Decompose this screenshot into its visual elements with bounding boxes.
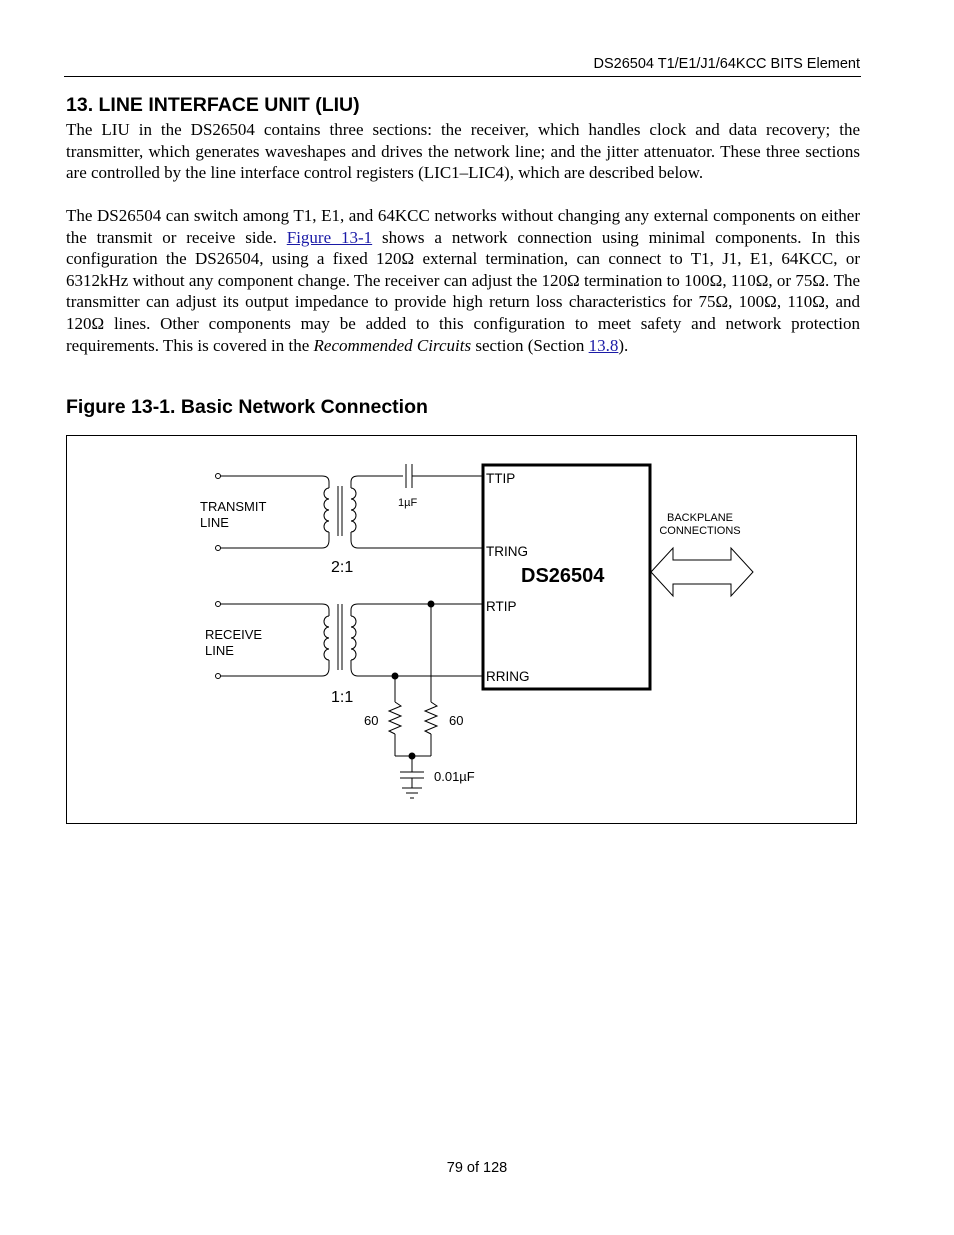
circuit-diagram xyxy=(67,436,856,823)
figure-13-1-link[interactable]: Figure 13-1 xyxy=(286,227,373,247)
gnd-capacitor-label: 0.01µF xyxy=(434,769,475,784)
rx-ratio-label: 1:1 xyxy=(331,689,354,706)
header-rule xyxy=(64,76,861,77)
paragraph-text: The DS26504 can switch among T1, E1, and 64KCC networks without changing any external components on either the transmit or receive side. xyxy=(66,206,860,247)
backplane-label-2: CONNECTIONS xyxy=(659,525,741,537)
paragraph-liu-overview: The LIU in the DS26504 contains three sections: the receiver, which handles clock and data recovery; the transmitter, which generates waveshapes and drives the network line; and the jitter attenuator. These three sections are controlled by the line interface control registers (LIC1–LIC4), which are described below. xyxy=(66,120,860,183)
transmit-line-label-1: TRANSMIT xyxy=(200,499,267,514)
backplane-arrow-icon xyxy=(651,548,753,596)
receive-line-label-2: LINE xyxy=(205,643,234,658)
document-header-title: DS26504 T1/E1/J1/64KCC BITS Element xyxy=(593,56,860,72)
section-title: 13. LINE INTERFACE UNIT (LIU) xyxy=(66,94,360,116)
paragraph-text: section (Section xyxy=(471,335,589,355)
paragraph-text: shows a network connection using minimal components. In this configuration the DS26504, using a fixed 120Ω external termination, can connect to T1, J1, E1, 64KCC, or 6312kHz without any component change. The receiver can adjust the 120Ω termination to 100Ω, 110Ω, or 75Ω. The transmitter can adjust its output impedance to provide high return loss characteristics for 75Ω, 100Ω, 110Ω, and 120Ω lines. Other components may be added to this configuration to meet safety and network protection requirements. This is covered in the xyxy=(66,227,860,355)
backplane-label-1: BACKPLANE xyxy=(666,512,734,524)
termination-network xyxy=(389,601,437,798)
resistor-left-label: 60 xyxy=(364,713,379,728)
page-number: 79 of 128 xyxy=(446,1160,508,1176)
figure-title: Figure 13-1. Basic Network Connection xyxy=(66,396,428,418)
paragraph-network-connection xyxy=(66,205,860,356)
receive-line-label-1: RECEIVE xyxy=(205,627,263,642)
pin-rtip-label: RTIP xyxy=(486,599,517,614)
pin-ttip-label: TTIP xyxy=(486,471,516,486)
chip-name-label: DS26504 xyxy=(521,565,605,587)
tx-ratio-label: 2:1 xyxy=(331,559,354,576)
section-13-8-link[interactable]: 13.8 xyxy=(588,335,619,355)
paragraph-text: ). xyxy=(618,335,629,355)
transmit-line-label-2: LINE xyxy=(200,515,229,530)
resistor-right-label: 60 xyxy=(449,713,464,728)
tx-capacitor-label: 1µF xyxy=(398,497,418,509)
recommended-circuits-text: Recommended Circuits xyxy=(313,335,472,355)
figure-frame xyxy=(66,435,857,824)
pin-rring-label: RRING xyxy=(486,669,530,684)
pin-tring-label: TRING xyxy=(486,544,528,559)
